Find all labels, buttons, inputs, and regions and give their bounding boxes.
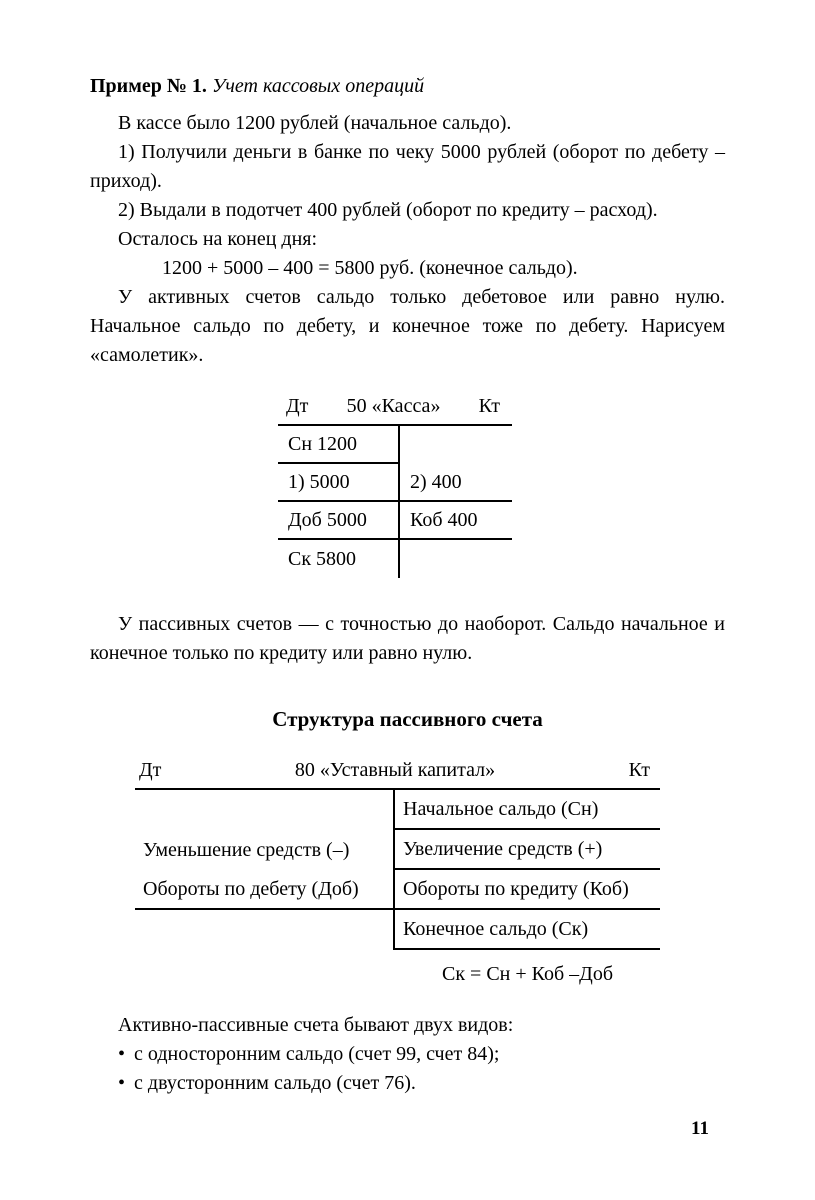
debit-label: Дт bbox=[286, 395, 309, 417]
credit-label: Кт bbox=[478, 395, 500, 417]
page-number: 11 bbox=[691, 1118, 709, 1139]
list-item bbox=[90, 1040, 725, 1069]
cell-credit-turnover: Коб 400 bbox=[400, 502, 512, 540]
paragraph-active-passive: Активно-пассивные счета бывают двух видов: bbox=[118, 1014, 514, 1036]
cell-empty bbox=[135, 790, 395, 830]
cell-closing-balance: Конечное сальдо (Ск) bbox=[395, 910, 660, 950]
cell-opening-balance: Начальное сальдо (Сн) bbox=[395, 790, 660, 830]
cell-debit-turnover: Доб 5000 bbox=[278, 502, 400, 540]
account-title: 80 «Уставный капитал» bbox=[294, 759, 496, 781]
closing-balance-formula: 1200 + 5000 – 400 = 5800 руб. (конечное сальдо). bbox=[162, 257, 578, 279]
credit-label: Кт bbox=[628, 759, 650, 781]
list-item bbox=[90, 1069, 725, 1098]
t-account-charter-capital bbox=[135, 754, 660, 950]
cell-credit-turnover: Обороты по кредиту (Коб) bbox=[395, 870, 660, 910]
example-title-text: Учет кассовых операций bbox=[211, 75, 425, 97]
cell-increase-funds: Увеличение средств (+) bbox=[395, 830, 660, 870]
bullet-icon: • bbox=[118, 1072, 126, 1094]
example-title bbox=[90, 72, 725, 101]
cell-empty bbox=[135, 910, 395, 950]
debit-label: Дт bbox=[139, 759, 162, 781]
cell-empty bbox=[400, 540, 512, 578]
example-title-number: Пример № 1. bbox=[90, 75, 207, 97]
cell-credit-entry: 2) 400 bbox=[400, 464, 512, 502]
cell-decrease-funds: Уменьшение средств (–) bbox=[135, 830, 395, 870]
t-account-capital-header bbox=[135, 754, 660, 790]
t-account-cash-body bbox=[278, 426, 512, 578]
passive-account-heading: Структура пассивного счета bbox=[272, 707, 543, 731]
cell-debit-entry: 1) 5000 bbox=[278, 464, 400, 502]
paragraph-operation-1: 1) Получили деньги в банке по чеку 5000 рублей (оборот по дебету – приход). bbox=[90, 141, 725, 192]
closing-balance-equation: Ск = Сн + Коб –Доб bbox=[442, 963, 613, 985]
formula-spacer bbox=[135, 960, 395, 989]
t-account-cash bbox=[278, 392, 512, 578]
t-account-capital-body bbox=[135, 790, 660, 950]
list-item-text: с односторонним сальдо (счет 99, счет 84); bbox=[134, 1043, 500, 1065]
cell-opening-balance: Сн 1200 bbox=[278, 426, 400, 464]
list-item-text: с двусторонним сальдо (счет 76). bbox=[134, 1072, 416, 1094]
cell-empty bbox=[400, 426, 512, 464]
cell-debit-turnover: Обороты по дебету (Доб) bbox=[135, 870, 395, 910]
account-title: 50 «Касса» bbox=[346, 395, 441, 417]
closing-balance-equation-row bbox=[135, 960, 660, 989]
cell-closing-balance: Ск 5800 bbox=[278, 540, 400, 578]
paragraph-passive-accounts: У пассивных счетов — с точностью до наоборот. Сальдо начальное и конечное только по кредиту или равно нулю. bbox=[90, 613, 725, 664]
paragraph-active-accounts: У активных счетов сальдо только дебетовое или равно нулю. Начальное сальдо по дебету, и конечное тоже по дебету. Нарисуем «самолетик». bbox=[90, 286, 725, 366]
paragraph-end-of-day: Осталось на конец дня: bbox=[118, 228, 318, 250]
paragraph-opening-balance: В кассе было 1200 рублей (начальное сальдо). bbox=[118, 112, 512, 134]
paragraph-operation-2: 2) Выдали в подотчет 400 рублей (оборот по кредиту – расход). bbox=[118, 199, 658, 221]
t-account-cash-header bbox=[278, 392, 512, 426]
bullet-icon: • bbox=[118, 1043, 126, 1065]
